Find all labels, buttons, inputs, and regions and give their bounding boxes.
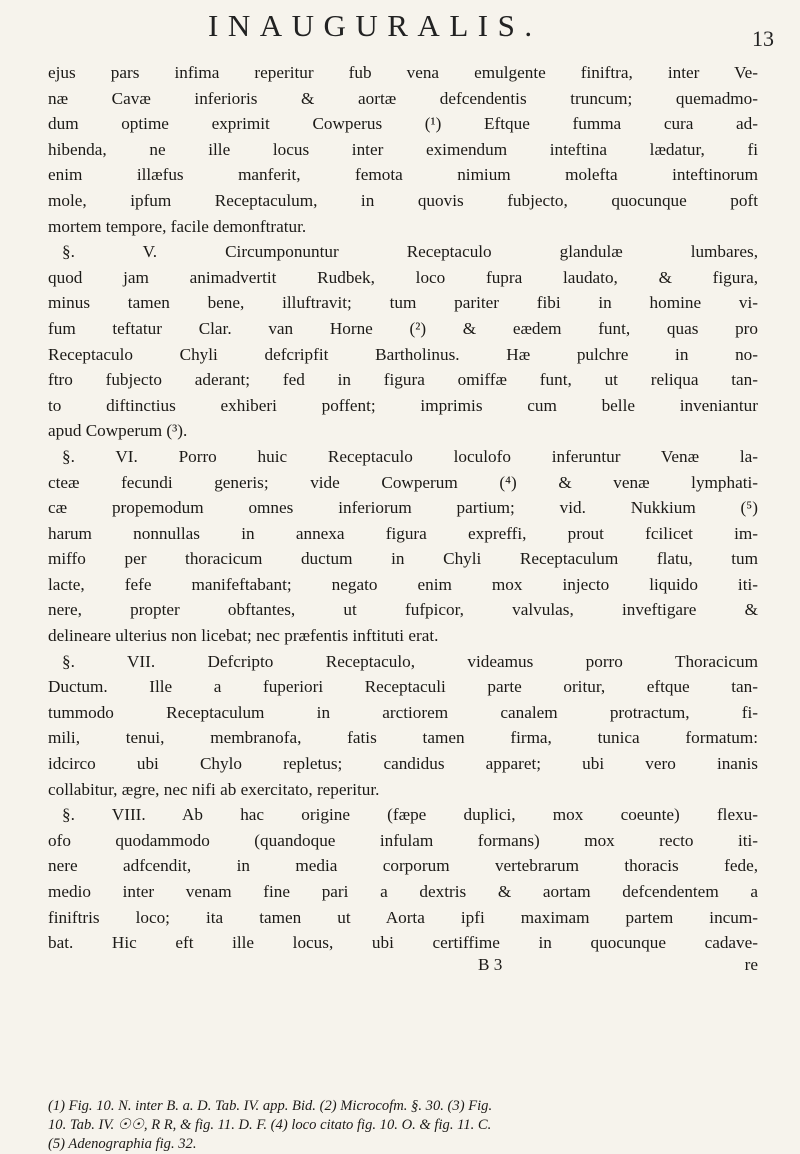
signature-line xyxy=(48,956,758,976)
text-line: næ Cavæ inferioris & aortæ defcendentis truncum; quemadmo- xyxy=(48,88,758,108)
text-line: nere adfcendit, in media corporum vertebrarum thoracis fede, xyxy=(48,856,758,876)
text-line: medio inter venam fine pari a dextris & aortam defcendentem a xyxy=(48,882,758,901)
text-line: §. VIII. Ab hac origine (fæpe duplici, mox coeunte) flexu- xyxy=(62,805,758,825)
text-line: mili, tenui, membranofa, fatis tamen firma, tunica formatum: xyxy=(48,728,758,748)
text-line: mortem tempore, facile demonftratur. xyxy=(48,216,307,236)
text-line: delineare ulterius non licebat; nec præfentis inftituti erat. xyxy=(48,626,439,646)
text-line: ejus pars infima reperitur fub vena emulgente finiftra, inter Ve- xyxy=(48,63,758,82)
footnote: 10. Tab. IV. ☉☉, R R, & fig. 11. D. F. (4) loco citato fig. 10. O. & fig. 11. C. xyxy=(48,1117,492,1133)
text-line: ofo quodammodo (quandoque infulam formans) mox recto iti- xyxy=(48,830,758,850)
text-line: cteæ fecundi generis; vide Cowperum (⁴) & venæ lymphati- xyxy=(48,472,758,492)
text-line: minus tamen bene, illuftravit; tum pariter fibi in homine vi- xyxy=(48,293,758,313)
text-line: harum nonnullas in annexa figura expreffi, prout fcilicet im- xyxy=(48,523,758,543)
text-line: ftro fubjecto aderant; fed in figura omiffæ funt, ut reliqua tan- xyxy=(48,370,758,390)
text-line: tummodo Receptaculum in arctiorem canalem protractum, fi- xyxy=(48,702,758,722)
text-line: hibenda, ne ille locus inter eximendum inteftina lædatur, fi xyxy=(48,139,758,159)
text-line: §. VII. Defcripto Receptaculo, videamus porro Thoracicum xyxy=(62,651,758,671)
text-line: lacte, fefe manifeftabant; negato enim mox injecto liquido iti- xyxy=(48,574,758,594)
text-line: quod jam animadvertit Rudbek, loco fupra laudato, & figura, xyxy=(48,267,758,287)
text-line: §. V. Circumponuntur Receptaculo glandulæ lumbares, xyxy=(62,242,758,262)
text-line: mole, ipfum Receptaculum, in quovis fubjecto, quocunque poft xyxy=(48,190,758,210)
page-number: 13 xyxy=(752,26,774,51)
footnote: (5) Adenographia fig. 32. xyxy=(48,1136,197,1152)
footnotes xyxy=(48,1097,758,1154)
text-line: nere, propter obftantes, ut fufpicor, valvulas, inveftigare & xyxy=(48,600,758,620)
text-line: enim illæfus manferit, femota nimium molefta inteftinorum xyxy=(48,165,758,185)
text-line: dum optime exprimit Cowperus (¹) Eftque fumma cura ad- xyxy=(48,114,758,134)
text-line: apud Cowperum (³). xyxy=(48,421,188,441)
footnote: (1) Fig. 10. N. inter B. a. D. Tab. IV. app. Bid. (2) Microcofm. §. 30. (3) Fig. xyxy=(48,1098,493,1114)
main-text xyxy=(48,60,758,976)
text-line: miffo per thoracicum ductum in Chyli Receptaculum flatu, tum xyxy=(48,549,758,569)
catchword: re xyxy=(744,954,758,974)
text-line: idcirco ubi Chylo repletus; candidus apparet; ubi vero inanis xyxy=(48,754,758,774)
running-title: INAUGURALIS. xyxy=(208,8,542,43)
text-line: bat. Hic eft ille locus, ubi certiffime in quocunque cadave- xyxy=(48,933,758,953)
text-line: finiftris loco; ita tamen ut Aorta ipfi maximam partem incum- xyxy=(48,907,758,927)
signature-mark: B 3 xyxy=(478,954,503,974)
text-line: collabitur, ægre, nec nifi ab exercitato, reperitur. xyxy=(48,779,380,799)
text-line: fum teftatur Clar. van Horne (²) & eædem funt, quas pro xyxy=(48,318,758,338)
text-line: cæ propemodum omnes inferiorum partium; vid. Nukkium (⁵) xyxy=(48,498,758,518)
text-line: §. VI. Porro huic Receptaculo loculofo inferuntur Venæ la- xyxy=(62,446,758,466)
text-line: Receptaculo Chyli defcripfit Bartholinus. Hæ pulchre in no- xyxy=(48,344,758,364)
text-line: Ductum. Ille a fuperiori Receptaculi parte oritur, eftque tan- xyxy=(48,677,758,697)
text-line: to diftinctius exhiberi poffent; imprimis cum belle inveniantur xyxy=(48,395,758,415)
